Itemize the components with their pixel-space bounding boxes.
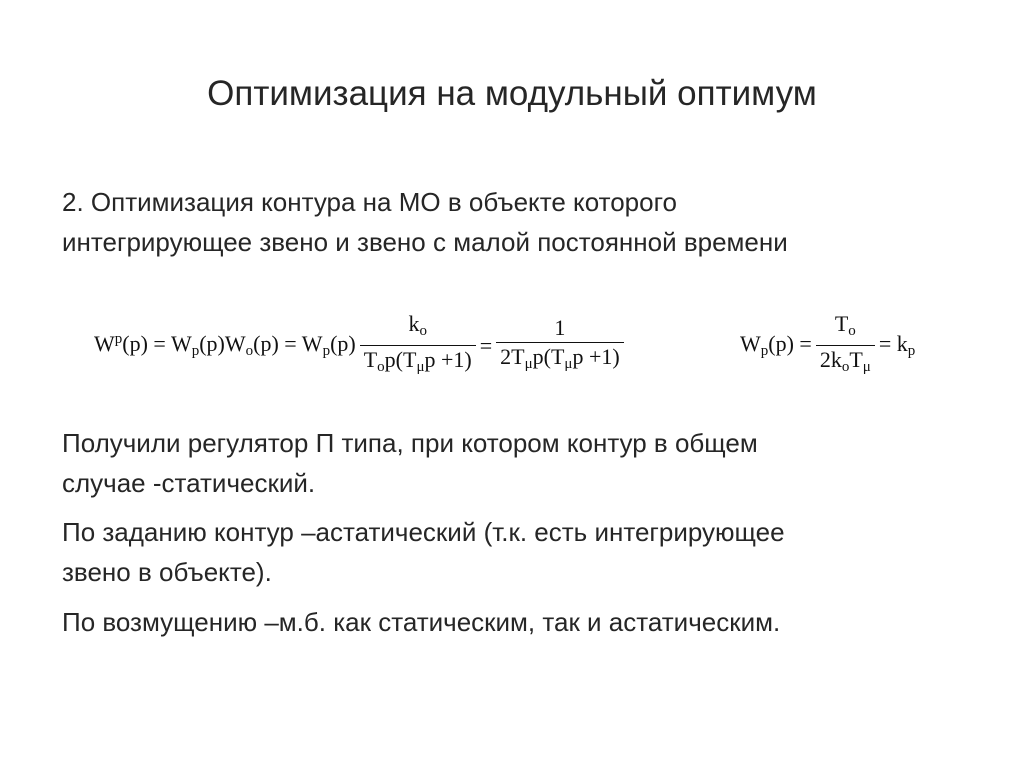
formula-fraction-object: $\frac{k_o}{T_op(T_\mu p +1)}$: [360, 310, 476, 381]
formula-closed-loop: $W^p(p) = W_p(p)W_o(p) = W_p(p)$ $\frac{k_o}{T_op(T_\mu p +1)}$ = $\frac{1}{2T_\mu p(T_\mu p +1)}$: [94, 310, 628, 381]
formula-lhs: $W^p(p) = W_p(p)W_o(p) = W_p(p)$: [94, 331, 356, 359]
paragraph-setpoint-line-2: звено в объекте).: [62, 557, 272, 587]
paragraph-result-line-1: Получили регулятор П типа, при котором контур в общем: [62, 428, 758, 458]
formula-regulator-gain: $W_p(p)$ = $\frac{T_o}{2k_oT_\mu}$ = $k_p$: [740, 310, 915, 381]
formula-fraction-gain: $\frac{T_o}{2k_oT_\mu}$: [816, 310, 875, 381]
paragraph-result-line-2: случае -статический.: [62, 468, 316, 498]
paragraph-result: [62, 423, 962, 503]
paragraph-task: [62, 182, 962, 262]
paragraph-task-line-2: интегрирующее звено и звено с малой постоянной времени: [62, 227, 788, 257]
slide-title: Оптимизация на модульный оптимум: [207, 74, 817, 113]
paragraph-task-line-1: 2. Оптимизация контура на МО в объекте которого: [62, 187, 677, 217]
paragraph-disturbance-line-1: По возмущению –м.б. как статическим, так и астатическим.: [62, 607, 781, 637]
paragraph-setpoint: [62, 512, 962, 592]
formula-fraction-result: $\frac{1}{2T_\mu p(T_\mu p +1)}$: [496, 314, 624, 378]
paragraph-setpoint-line-1: По заданию контур –астатический (т.к. есть интегрирующее: [62, 517, 785, 547]
paragraph-disturbance: [62, 602, 962, 642]
